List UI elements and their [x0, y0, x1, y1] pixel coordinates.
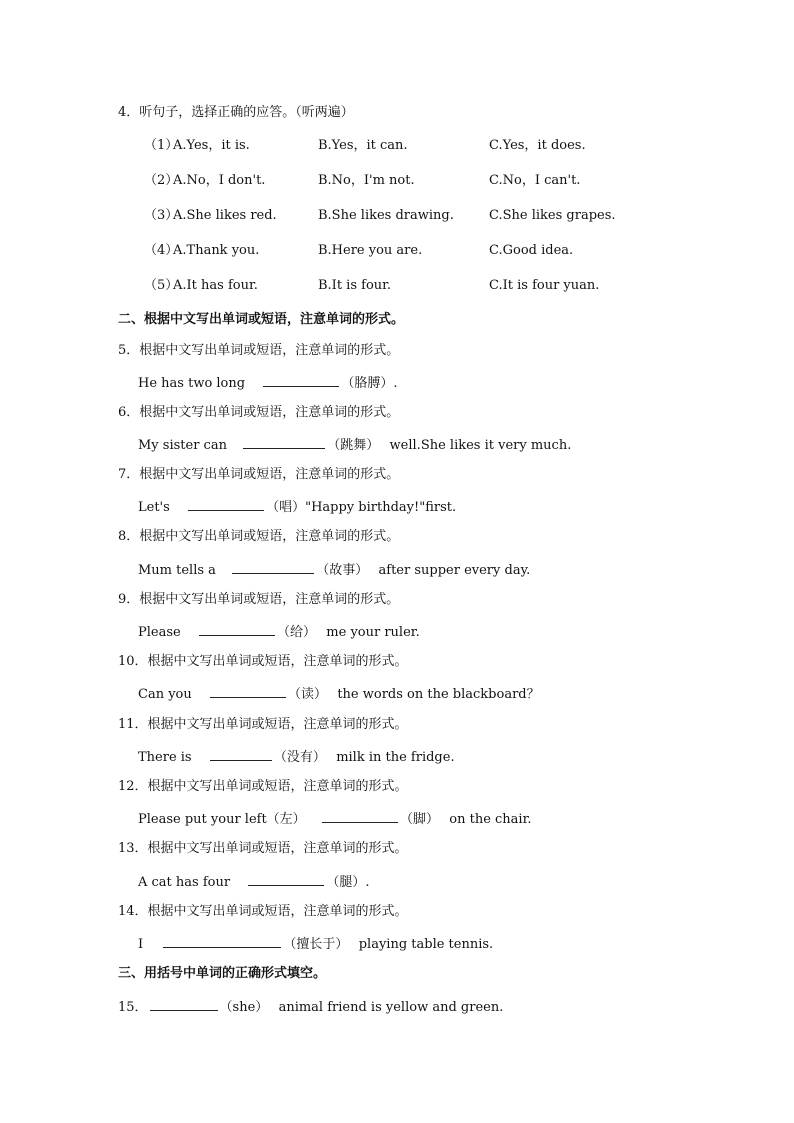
question-4-title: 4．听句子，选择正确的应答。（听两遍）	[118, 105, 354, 120]
option-row-3-a[interactable]: A.She likes red.	[173, 208, 277, 223]
hint: （故事）	[316, 563, 369, 578]
question-10-sentence	[138, 685, 540, 703]
sentence-before: Mum tells a	[138, 563, 216, 578]
option-row-5-a[interactable]: A.It has four.	[173, 278, 258, 293]
answer-blank-9[interactable]	[199, 623, 275, 636]
question-13-label: 13．根据中文写出单词或短语，注意单词的形式。	[118, 841, 408, 856]
option-row-4-c[interactable]: C.Good idea.	[489, 243, 574, 258]
question-15-num: 15．	[118, 1000, 148, 1015]
question-10-label: 10．根据中文写出单词或短语，注意单词的形式。	[118, 654, 408, 669]
question-8-sentence	[138, 561, 530, 579]
option-row-2-b[interactable]: B.No，I'm not.	[318, 173, 415, 188]
answer-blank-12[interactable]	[322, 810, 398, 823]
answer-blank-6[interactable]	[243, 436, 325, 449]
sentence-before: Please put your left（左）	[138, 812, 306, 827]
option-row-1-b[interactable]: B.Yes，it can.	[318, 138, 408, 153]
question-14-label: 14．根据中文写出单词或短语，注意单词的形式。	[118, 904, 408, 919]
section-2-heading: 二、根据中文写出单词或短语，注意单词的形式。	[118, 312, 405, 327]
question-12-label: 12．根据中文写出单词或短语，注意单词的形式。	[118, 779, 408, 794]
option-row-5-b[interactable]: B.It is four.	[318, 278, 392, 293]
answer-blank-10[interactable]	[210, 685, 286, 698]
option-row-4-num: （4）	[144, 243, 179, 258]
question-13-sentence	[138, 873, 370, 891]
answer-blank-11[interactable]	[210, 748, 272, 761]
section-3-heading: 三、用括号中单词的正确形式填空。	[118, 966, 327, 981]
question-5-label: 5．根据中文写出单词或短语，注意单词的形式。	[118, 343, 400, 358]
question-9-label: 9．根据中文写出单词或短语，注意单词的形式。	[118, 592, 400, 607]
question-11-label: 11．根据中文写出单词或短语，注意单词的形式。	[118, 717, 408, 732]
sentence-after: "Happy birthday!"first.	[305, 500, 457, 515]
option-row-2-num: （2）	[144, 173, 179, 188]
hint: （脚）	[399, 812, 439, 827]
sentence-after: me your ruler.	[326, 625, 420, 640]
hint: （唱）	[266, 500, 306, 515]
option-row-2-a[interactable]: A.No，I don't.	[173, 173, 266, 188]
option-row-1-c[interactable]: C.Yes，it does.	[489, 138, 586, 153]
sentence-before: I	[138, 937, 144, 952]
question-7-label: 7．根据中文写出单词或短语，注意单词的形式。	[118, 467, 400, 482]
sentence-after: on the chair.	[449, 812, 532, 827]
option-row-3-num: （3）	[144, 208, 179, 223]
answer-blank-8[interactable]	[232, 561, 314, 574]
answer-blank-15[interactable]	[150, 998, 218, 1011]
option-row-3-b[interactable]: B.She likes drawing.	[318, 208, 454, 223]
option-row-4-a[interactable]: A.Thank you.	[173, 243, 260, 258]
question-15-sentence	[118, 998, 503, 1016]
hint: （没有）	[273, 750, 326, 765]
sentence-before: Can you	[138, 687, 192, 702]
sentence-after: well.She likes it very much.	[389, 438, 572, 453]
sentence-after: milk in the fridge.	[336, 750, 455, 765]
answer-blank-13[interactable]	[248, 873, 324, 886]
answer-blank-5[interactable]	[263, 374, 339, 387]
option-row-3-c[interactable]: C.She likes grapes.	[489, 208, 616, 223]
sentence-after: the words on the blackboard？	[337, 687, 540, 702]
answer-blank-7[interactable]	[188, 498, 264, 511]
question-5-sentence	[138, 374, 398, 392]
option-row-5-c[interactable]: C.It is four yuan.	[489, 278, 600, 293]
question-9-sentence	[138, 623, 420, 641]
sentence-after: .	[393, 376, 398, 391]
option-row-5-num: （5）	[144, 278, 179, 293]
sentence-before: There is	[138, 750, 192, 765]
hint: （读）	[288, 687, 328, 702]
hint: （腿）	[326, 875, 366, 890]
sentence-before: My sister can	[138, 438, 227, 453]
sentence-before: He has two long	[138, 376, 246, 391]
question-14-sentence	[138, 935, 493, 953]
answer-blank-14[interactable]	[163, 935, 281, 948]
sentence-after: animal friend is yellow and green.	[278, 1000, 504, 1015]
option-row-1-num: （1）	[144, 138, 179, 153]
hint: （she）	[219, 1000, 269, 1015]
hint: （擅长于）	[283, 937, 349, 952]
question-6-label: 6．根据中文写出单词或短语，注意单词的形式。	[118, 405, 400, 420]
sentence-before: Let's	[138, 500, 170, 515]
option-row-2-c[interactable]: C.No，I can't.	[489, 173, 581, 188]
question-11-sentence	[138, 748, 455, 766]
question-12-sentence	[138, 810, 532, 828]
hint: （胳膊）	[341, 376, 394, 391]
sentence-after: after supper every day.	[378, 563, 531, 578]
question-6-sentence	[138, 436, 571, 454]
sentence-before: Please	[138, 625, 181, 640]
option-row-1-a[interactable]: A.Yes，it is.	[173, 138, 250, 153]
sentence-before: A cat has four	[138, 875, 231, 890]
hint: （跳舞）	[327, 438, 380, 453]
sentence-after: .	[365, 875, 370, 890]
sentence-after: playing table tennis.	[358, 937, 494, 952]
question-7-sentence	[138, 498, 456, 516]
option-row-4-b[interactable]: B.Here you are.	[318, 243, 423, 258]
question-8-label: 8．根据中文写出单词或短语，注意单词的形式。	[118, 529, 400, 544]
hint: （给）	[277, 625, 317, 640]
